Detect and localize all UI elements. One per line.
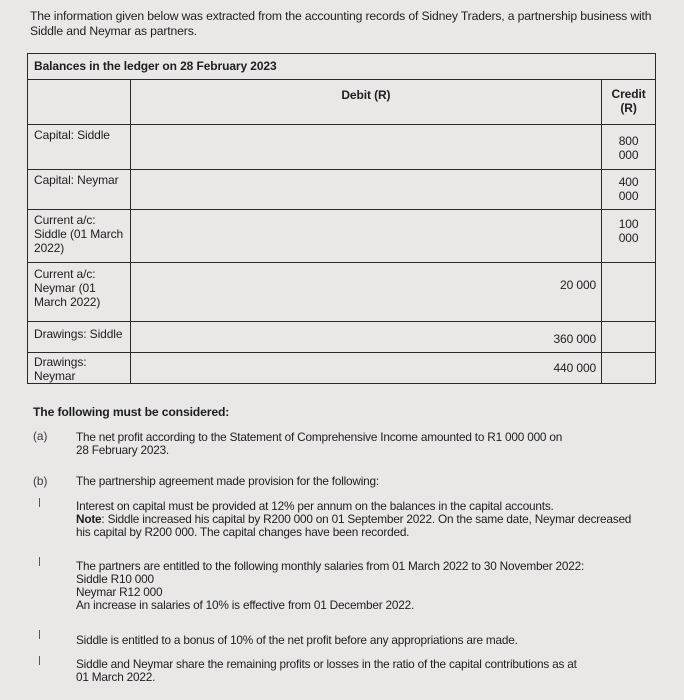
row-debit [130,170,601,210]
row-credit-line: 400 [618,175,639,189]
header-debit: Debit (R) [130,80,601,125]
row-label [28,170,131,210]
row-credit [602,125,656,170]
intro-line-2: Siddle and Neymar as partners. [30,24,197,38]
row-debit [130,210,601,263]
marker-b: (b) [33,474,48,488]
note-text: : Siddle increased his capital by R200 000 on 01 September 2022. On the same date, Neymar decreased [101,512,632,526]
row-credit-line: 000 [618,231,639,245]
row-label-line: Capital: Neymar [34,173,119,187]
item-a-line-1: The net profit according to the Statement of Comprehensive Income amounted to R1 000 000 on [76,430,563,444]
row-label [28,125,131,170]
item-b-salaries [76,560,584,612]
item-b-intro: The partnership agreement made provision for the following: [76,474,379,488]
item-b-bonus: Siddle is entitled to a bonus of 10% of the net profit before any appropriations are made. [76,633,518,647]
row-credit-line: 000 [618,189,639,203]
row-credit [602,263,656,322]
row-debit: 360 000 [130,322,601,353]
row-credit-line: 800 [618,134,639,148]
salary-neymar: Neymar R12 000 [76,585,163,599]
row-label-line: Drawings: Siddle [34,327,123,341]
table-row [28,353,656,384]
increase-line: An increase in salaries of 10% is effective from 01 December 2022. [76,598,415,612]
bullet-tick [39,498,40,507]
row-label-line: March 2022) [34,295,101,309]
bullet-tick [39,630,40,639]
note-line-2: his capital by R200 000. The capital changes have been recorded. [76,525,410,539]
item-b-interest [76,500,631,539]
item-a-text [76,431,562,457]
note-label: Note [76,512,102,526]
bullet-tick [39,557,40,566]
row-debit: 20 000 [130,263,601,322]
interest-line: Interest on capital must be provided at 12% per annum on the balances in the capital accounts. [76,499,554,513]
row-label [28,210,131,263]
row-credit-line: 100 [618,217,639,231]
row-credit [602,322,656,353]
salary-siddle: Siddle R10 000 [76,572,154,586]
share-line-1: Siddle and Neymar share the remaining profits or losses in the ratio of the capital contributions as at [76,657,577,671]
table-row [28,210,656,263]
row-label [28,353,131,384]
header-credit-line-1: Credit [611,87,646,101]
item-b-share [76,658,577,684]
row-label-line: Drawings: Neymar [34,355,87,383]
considerations-heading: The following must be considered: [33,405,230,419]
row-label-line: Siddle (01 March [34,227,124,241]
table-caption: Balances in the ledger on 28 February 2023 [28,54,656,80]
row-debit: 440 000 [130,353,601,384]
row-label [28,263,131,322]
table-row [28,322,656,353]
table-row [28,263,656,322]
row-label-line: Current a/c: [34,267,96,281]
intro-text [30,9,665,39]
table-row [28,125,656,170]
row-label-line: 2022) [34,241,65,255]
row-label-line: Neymar (01 [34,281,96,295]
header-label-cell [28,80,131,125]
salaries-line: The partners are entitled to the following monthly salaries from 01 March 2022 to 30 November 2022: [76,559,585,573]
bullet-tick [39,656,40,665]
row-credit-line: 000 [618,148,639,162]
marker-a: (a) [33,429,48,443]
row-credit [602,353,656,384]
ledger-balances-table [27,53,656,384]
row-credit [602,170,656,210]
share-line-2: 01 March 2022. [76,670,156,684]
item-a-line-2: 28 February 2023. [76,443,170,457]
row-label-line: Capital: Siddle [34,128,110,142]
table-row [28,170,656,210]
row-label [28,322,131,353]
row-label-line: Current a/c: [34,213,96,227]
row-credit [602,210,656,263]
header-credit [602,80,656,125]
row-debit [130,125,601,170]
intro-line-1: The information given below was extracted from the accounting records of Sidney Traders, a partnership business with [30,9,652,23]
header-credit-line-2: (R) [620,101,637,115]
